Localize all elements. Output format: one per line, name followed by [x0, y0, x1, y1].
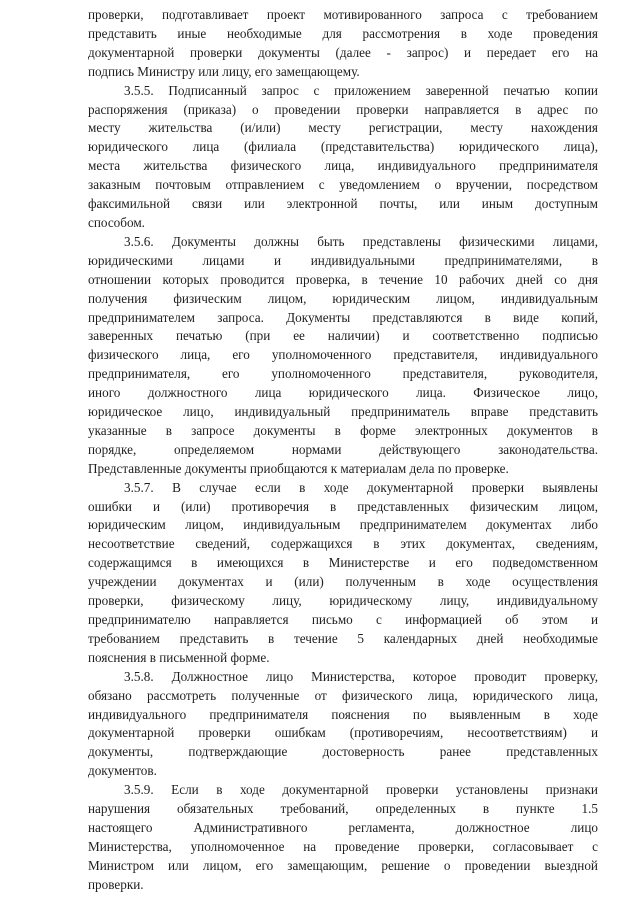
- text-line: требованием представить в течение 5 календарных дней необходимые: [88, 630, 598, 646]
- paragraph-p359: [88, 781, 598, 894]
- text-line: иного должностного лица юридического лица. Физическое лицо,: [88, 385, 598, 401]
- paragraph-p355: [88, 82, 598, 233]
- text-line: обязано рассмотреть полученные от физического лица, юридического лица,: [88, 687, 598, 703]
- text-line: заверенных печатью (при ее наличии) и соответственно подписью: [88, 328, 598, 344]
- text-line: предпринимателю направляется письмо с информацией об этом и: [88, 612, 598, 627]
- paragraph-p358: [88, 668, 598, 781]
- text-line: юридическим лицом, индивидуальным предпринимателем документах либо: [88, 517, 598, 533]
- text-line: предпринимателем запроса. Документы представляются в виде копий,: [88, 309, 598, 325]
- text-line: документы, подтверждающие достоверность ранее представленных: [88, 744, 598, 760]
- paragraph-p356: [88, 233, 598, 479]
- text-line: физического лица, его уполномоченного представителя, индивидуального: [88, 347, 598, 363]
- text-line: проверки.: [88, 876, 144, 892]
- text-line: проверки, физическому лицу, юридическому лицу, индивидуальному: [88, 593, 598, 609]
- paragraph-p0: [88, 6, 598, 82]
- text-line: ошибки и (или) противоречия в представленных физическим лицом,: [88, 498, 598, 514]
- text-line: пояснения в письменной форме.: [88, 649, 270, 665]
- text-line: способом.: [88, 214, 145, 230]
- text-line: предпринимателя, его уполномоченного представителя, руководителя,: [88, 366, 598, 382]
- text-line: 3.5.9. Если в ходе документарной проверки установлены признаки: [124, 782, 598, 798]
- text-line: Министром или лицом, его замещающим, решение о проведении выездной: [88, 857, 598, 873]
- text-line: документарной проверки документы (далее - запрос) и передает его на: [88, 44, 598, 60]
- text-line: учреждении документах и (или) полученным в ходе осуществления: [88, 574, 598, 590]
- text-line: 3.5.7. В случае если в ходе документарной проверки выявлены: [124, 479, 598, 495]
- text-line: юридического лица (филиала (представительства) юридического лица),: [88, 139, 598, 155]
- text-line: 3.5.8. Должностное лицо Министерства, которое проводит проверку,: [124, 668, 598, 684]
- text-line: 3.5.6. Документы должны быть представлены физическими лицами,: [124, 233, 598, 249]
- text-line: несоответствие сведений, содержащихся в этих документах, сведениям,: [88, 536, 598, 552]
- text-line: отношении которых проводится проверка, в течение 10 рабочих дней со дня: [88, 271, 598, 287]
- text-line: подпись Министру или лицу, его замещающему.: [88, 63, 360, 79]
- text-line: Представленные документы приобщаются к материалам дела по проверке.: [88, 460, 509, 476]
- document-page: [88, 6, 598, 895]
- text-line: места жительства физического лица, индивидуального предпринимателя: [88, 158, 598, 174]
- text-line: документарной проверки ошибкам (противоречиям, несоответствиям) и: [88, 725, 598, 741]
- text-line: юридическими лицами и индивидуальными предпринимателями, в: [88, 252, 598, 268]
- paragraph-p357: [88, 479, 598, 668]
- text-line: месту жительства (и/или) месту регистрации, месту нахождения: [88, 120, 598, 136]
- text-line: юридическое лицо, индивидуальный предприниматель вправе представить: [88, 404, 598, 420]
- text-line: заказным почтовым отправлением с уведомлением о вручении, посредством: [88, 177, 598, 193]
- text-line: настоящего Административного регламента, должностное лицо: [88, 819, 598, 835]
- text-line: нарушения обязательных требований, определенных в пункте 1.5: [88, 801, 598, 817]
- text-line: документов.: [88, 763, 157, 779]
- text-line: распоряжения (приказа) о проведении проверки направляется в адрес по: [88, 101, 598, 117]
- text-line: индивидуального предпринимателя пояснения по выявленным в ходе: [88, 706, 598, 722]
- text-line: Министерства, уполномоченное на проведение проверки, согласовывает с: [88, 838, 598, 854]
- text-line: указанные в запросе документы в форме электронных документов в: [88, 422, 598, 438]
- text-line: 3.5.5. Подписанный запрос с приложением заверенной печатью копии: [124, 82, 598, 98]
- text-line: представить иные необходимые для рассмотрения в ходе проведения: [88, 25, 598, 41]
- text-line: проверки, подготавливает проект мотивированного запроса с требованием: [88, 7, 598, 22]
- text-line: получения физическим лицом, юридическим лицом, индивидуальным: [88, 290, 598, 306]
- text-line: содержащимся в имеющихся в Министерстве и его подведомственном: [88, 555, 598, 571]
- text-line: факсимильной связи или электронной почты, или иным доступным: [88, 196, 598, 212]
- text-line: порядке, определяемом нормами действующего законодательства.: [88, 441, 598, 457]
